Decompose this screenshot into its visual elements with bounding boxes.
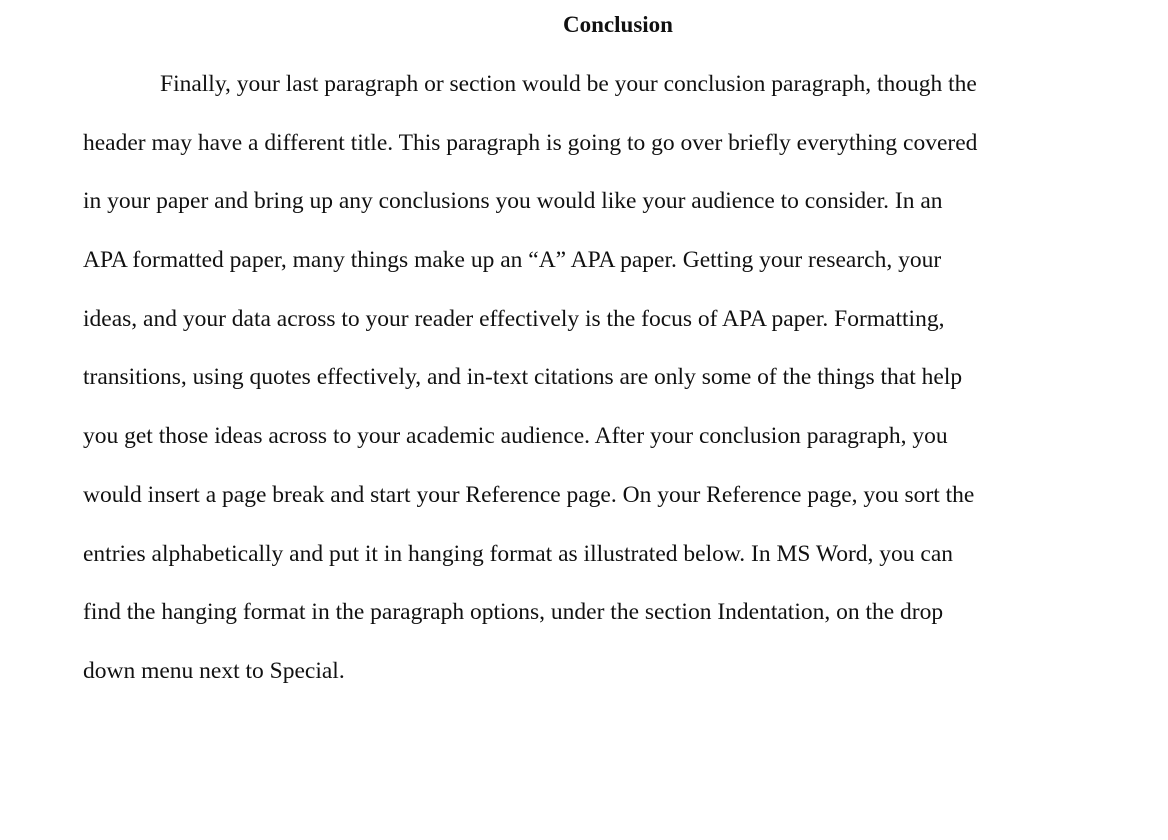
conclusion-paragraph — [83, 69, 1093, 715]
paragraph-line: Finally, your last paragraph or section would be your conclusion paragraph, though the — [160, 71, 977, 97]
paragraph-line: entries alphabetically and put it in hanging format as illustrated below. In MS Word, you can — [83, 540, 954, 567]
paragraph-line: you get those ideas across to your academic audience. After your conclusion paragraph, you — [83, 423, 948, 450]
paragraph-line: down menu next to Special. — [83, 657, 345, 684]
paragraph-line: in your paper and bring up any conclusions you would like your audience to consider. In an — [83, 188, 943, 215]
section-heading: Conclusion — [563, 12, 673, 37]
paragraph-line: ideas, and your data across to your reader effectively is the focus of APA paper. Formatting, — [83, 305, 945, 332]
paragraph-line: transitions, using quotes effectively, and in-text citations are only some of the things that help — [83, 364, 963, 391]
paragraph-line: header may have a different title. This paragraph is going to go over briefly everything covered — [83, 129, 978, 156]
paragraph-line: find the hanging format in the paragraph options, under the section Indentation, on the drop — [83, 599, 944, 626]
paragraph-line: would insert a page break and start your Reference page. On your Reference page, you sort the — [83, 481, 975, 508]
paragraph-line: APA formatted paper, many things make up an “A” APA paper. Getting your research, your — [83, 247, 942, 274]
